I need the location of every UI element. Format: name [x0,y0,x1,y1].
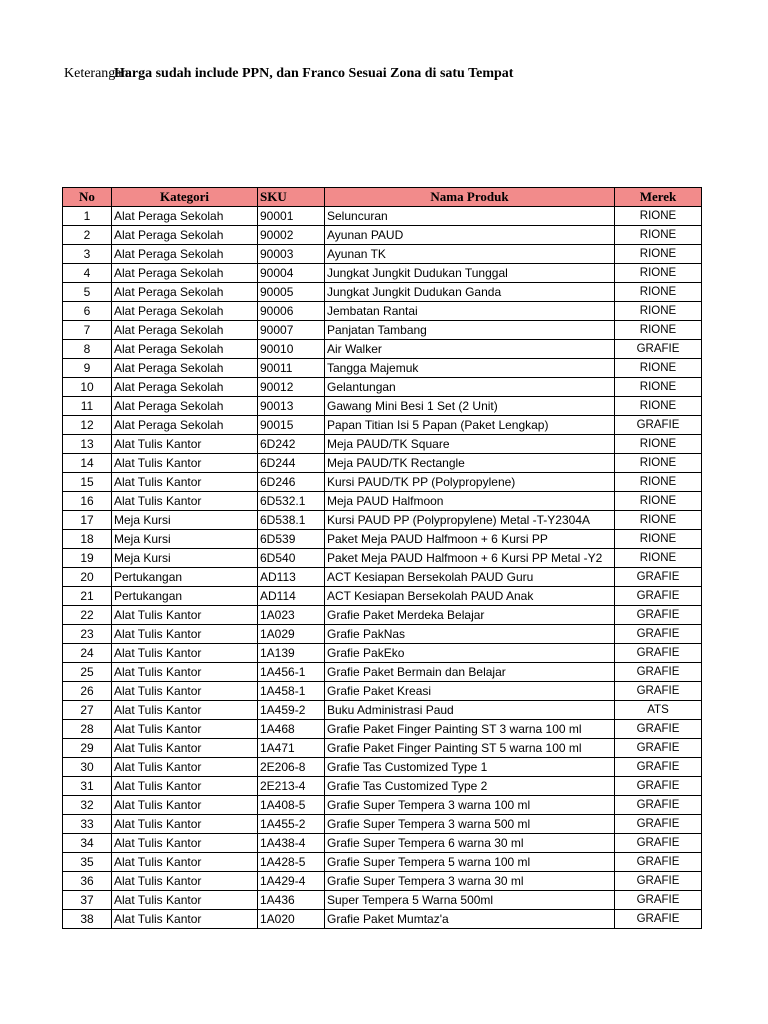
cell-sku: 6D538.1 [258,511,325,530]
cell-no: 12 [63,416,112,435]
cell-no: 14 [63,454,112,473]
cell-sku: 90010 [258,340,325,359]
cell-kategori: Alat Tulis Kantor [112,435,258,454]
cell-nama-produk: Grafie Paket Kreasi [325,682,615,701]
note-label: Keterangan [64,66,129,81]
cell-merek: GRAFIE [615,720,702,739]
cell-no: 10 [63,378,112,397]
cell-sku: 6D539 [258,530,325,549]
cell-nama-produk: ACT Kesiapan Bersekolah PAUD Anak [325,587,615,606]
cell-no: 18 [63,530,112,549]
cell-merek: GRAFIE [615,625,702,644]
cell-no: 11 [63,397,112,416]
cell-sku: 90004 [258,264,325,283]
cell-no: 38 [63,910,112,929]
table-header-row [63,188,702,207]
cell-sku: 90011 [258,359,325,378]
cell-sku: 90012 [258,378,325,397]
cell-nama-produk: Grafie Super Tempera 6 warna 30 ml [325,834,615,853]
cell-kategori: Alat Peraga Sekolah [112,302,258,321]
cell-sku: 6D532.1 [258,492,325,511]
table-row [63,530,702,549]
cell-no: 36 [63,872,112,891]
cell-nama-produk: Grafie Super Tempera 3 warna 100 ml [325,796,615,815]
table-row [63,625,702,644]
cell-nama-produk: Grafie Paket Merdeka Belajar [325,606,615,625]
header-no: No [63,188,112,207]
cell-no: 25 [63,663,112,682]
table-row [63,777,702,796]
table-row [63,321,702,340]
cell-nama-produk: ACT Kesiapan Bersekolah PAUD Guru [325,568,615,587]
cell-kategori: Alat Peraga Sekolah [112,359,258,378]
cell-no: 35 [63,853,112,872]
cell-kategori: Alat Peraga Sekolah [112,378,258,397]
header-sku: SKU [258,188,325,207]
cell-nama-produk: Grafie Tas Customized Type 1 [325,758,615,777]
cell-sku: 6D242 [258,435,325,454]
cell-sku: 1A468 [258,720,325,739]
cell-no: 31 [63,777,112,796]
cell-merek: GRAFIE [615,853,702,872]
cell-kategori: Alat Peraga Sekolah [112,321,258,340]
table-row [63,682,702,701]
cell-sku: 1A458-1 [258,682,325,701]
cell-merek: GRAFIE [615,834,702,853]
cell-kategori: Meja Kursi [112,549,258,568]
cell-no: 4 [63,264,112,283]
cell-sku: AD114 [258,587,325,606]
cell-kategori: Alat Peraga Sekolah [112,264,258,283]
cell-no: 17 [63,511,112,530]
table-row [63,910,702,929]
cell-merek: RIONE [615,435,702,454]
cell-merek: RIONE [615,492,702,511]
cell-nama-produk: Grafie Paket Finger Painting ST 3 warna 100 ml [325,720,615,739]
table-row [63,834,702,853]
cell-kategori: Alat Tulis Kantor [112,777,258,796]
cell-nama-produk: Meja PAUD/TK Rectangle [325,454,615,473]
cell-nama-produk: Grafie Super Tempera 3 warna 30 ml [325,872,615,891]
cell-no: 29 [63,739,112,758]
table-row [63,492,702,511]
cell-no: 1 [63,207,112,226]
cell-kategori: Alat Tulis Kantor [112,473,258,492]
cell-no: 5 [63,283,112,302]
cell-kategori: Meja Kursi [112,530,258,549]
cell-kategori: Alat Tulis Kantor [112,910,258,929]
cell-sku: 1A438-4 [258,834,325,853]
note-text: Harga sudah include PPN, dan Franco Sesuai Zona di satu Tempat [114,66,514,81]
cell-merek: GRAFIE [615,739,702,758]
cell-nama-produk: Super Tempera 5 Warna 500ml [325,891,615,910]
cell-nama-produk: Gelantungan [325,378,615,397]
cell-nama-produk: Meja PAUD/TK Square [325,435,615,454]
cell-no: 21 [63,587,112,606]
table-row [63,853,702,872]
table-row [63,796,702,815]
cell-merek: RIONE [615,207,702,226]
cell-nama-produk: Grafie Paket Mumtaz'a [325,910,615,929]
cell-merek: GRAFIE [615,796,702,815]
cell-kategori: Alat Tulis Kantor [112,606,258,625]
table-row [63,264,702,283]
table-row [63,416,702,435]
cell-nama-produk: Papan Titian Isi 5 Papan (Paket Lengkap) [325,416,615,435]
cell-merek: RIONE [615,283,702,302]
cell-merek: GRAFIE [615,340,702,359]
cell-merek: ATS [615,701,702,720]
cell-sku: 90007 [258,321,325,340]
cell-nama-produk: Jungkat Jungkit Dudukan Ganda [325,283,615,302]
header-nama-produk: Nama Produk [325,188,615,207]
cell-no: 3 [63,245,112,264]
cell-kategori: Alat Peraga Sekolah [112,397,258,416]
cell-kategori: Pertukangan [112,568,258,587]
cell-sku: 1A029 [258,625,325,644]
cell-no: 9 [63,359,112,378]
cell-sku: 6D540 [258,549,325,568]
cell-no: 22 [63,606,112,625]
cell-kategori: Alat Tulis Kantor [112,853,258,872]
table-row [63,701,702,720]
table-row [63,283,702,302]
cell-kategori: Alat Tulis Kantor [112,796,258,815]
cell-merek: GRAFIE [615,606,702,625]
cell-merek: GRAFIE [615,663,702,682]
cell-nama-produk: Jungkat Jungkit Dudukan Tunggal [325,264,615,283]
cell-merek: RIONE [615,245,702,264]
cell-sku: 6D246 [258,473,325,492]
table-row [63,397,702,416]
cell-nama-produk: Kursi PAUD/TK PP (Polypropylene) [325,473,615,492]
cell-no: 7 [63,321,112,340]
cell-merek: GRAFIE [615,587,702,606]
cell-kategori: Alat Tulis Kantor [112,815,258,834]
cell-kategori: Alat Peraga Sekolah [112,245,258,264]
cell-sku: 90002 [258,226,325,245]
cell-merek: GRAFIE [615,758,702,777]
cell-no: 33 [63,815,112,834]
table-row [63,378,702,397]
cell-sku: 1A139 [258,644,325,663]
cell-kategori: Alat Peraga Sekolah [112,283,258,302]
cell-sku: 1A428-5 [258,853,325,872]
table-row [63,473,702,492]
cell-no: 13 [63,435,112,454]
table-row [63,739,702,758]
cell-merek: GRAFIE [615,644,702,663]
cell-no: 20 [63,568,112,587]
cell-no: 15 [63,473,112,492]
cell-kategori: Alat Tulis Kantor [112,625,258,644]
cell-kategori: Alat Peraga Sekolah [112,340,258,359]
cell-nama-produk: Kursi PAUD PP (Polypropylene) Metal -T-Y2304A [325,511,615,530]
cell-kategori: Alat Tulis Kantor [112,739,258,758]
cell-merek: RIONE [615,302,702,321]
cell-kategori: Alat Tulis Kantor [112,758,258,777]
cell-nama-produk: Jembatan Rantai [325,302,615,321]
cell-sku: 90015 [258,416,325,435]
cell-sku: 6D244 [258,454,325,473]
cell-nama-produk: Grafie Super Tempera 5 warna 100 ml [325,853,615,872]
cell-merek: RIONE [615,264,702,283]
cell-sku: 2E213-4 [258,777,325,796]
cell-merek: RIONE [615,321,702,340]
table-row [63,606,702,625]
table-row [63,207,702,226]
cell-merek: RIONE [615,454,702,473]
cell-kategori: Alat Peraga Sekolah [112,226,258,245]
cell-kategori: Alat Tulis Kantor [112,701,258,720]
cell-kategori: Alat Tulis Kantor [112,720,258,739]
cell-merek: RIONE [615,530,702,549]
cell-no: 24 [63,644,112,663]
cell-merek: RIONE [615,378,702,397]
cell-no: 23 [63,625,112,644]
table-row [63,720,702,739]
cell-nama-produk: Air Walker [325,340,615,359]
table-row [63,511,702,530]
cell-sku: 90003 [258,245,325,264]
cell-nama-produk: Tangga Majemuk [325,359,615,378]
header-merek: Merek [615,188,702,207]
table-row [63,587,702,606]
cell-sku: AD113 [258,568,325,587]
cell-nama-produk: Grafie Tas Customized Type 2 [325,777,615,796]
table-row [63,663,702,682]
cell-sku: 1A429-4 [258,872,325,891]
cell-kategori: Alat Peraga Sekolah [112,207,258,226]
table-row [63,226,702,245]
table-row [63,644,702,663]
product-table [62,187,702,929]
table-row [63,549,702,568]
cell-nama-produk: Paket Meja PAUD Halfmoon + 6 Kursi PP [325,530,615,549]
cell-sku: 1A408-5 [258,796,325,815]
cell-sku: 1A471 [258,739,325,758]
cell-merek: GRAFIE [615,891,702,910]
cell-nama-produk: Grafie Paket Finger Painting ST 5 warna 100 ml [325,739,615,758]
cell-kategori: Alat Tulis Kantor [112,663,258,682]
cell-sku: 1A436 [258,891,325,910]
cell-no: 34 [63,834,112,853]
table-row [63,454,702,473]
cell-no: 19 [63,549,112,568]
table-row [63,568,702,587]
cell-no: 16 [63,492,112,511]
cell-kategori: Alat Tulis Kantor [112,682,258,701]
cell-kategori: Meja Kursi [112,511,258,530]
header-kategori: Kategori [112,188,258,207]
cell-nama-produk: Seluncuran [325,207,615,226]
cell-sku: 2E206-8 [258,758,325,777]
cell-sku: 1A456-1 [258,663,325,682]
cell-merek: RIONE [615,473,702,492]
table-row [63,302,702,321]
cell-sku: 1A455-2 [258,815,325,834]
table-row [63,245,702,264]
cell-no: 6 [63,302,112,321]
cell-merek: RIONE [615,397,702,416]
cell-nama-produk: Grafie PakNas [325,625,615,644]
cell-no: 2 [63,226,112,245]
cell-kategori: Alat Tulis Kantor [112,454,258,473]
cell-kategori: Alat Tulis Kantor [112,891,258,910]
cell-merek: RIONE [615,511,702,530]
table-row [63,872,702,891]
cell-no: 8 [63,340,112,359]
cell-sku: 90013 [258,397,325,416]
cell-nama-produk: Ayunan TK [325,245,615,264]
cell-no: 28 [63,720,112,739]
cell-nama-produk: Ayunan PAUD [325,226,615,245]
cell-no: 32 [63,796,112,815]
cell-merek: GRAFIE [615,682,702,701]
cell-nama-produk: Grafie Paket Bermain dan Belajar [325,663,615,682]
cell-no: 30 [63,758,112,777]
table-row [63,359,702,378]
cell-no: 37 [63,891,112,910]
cell-nama-produk: Meja PAUD Halfmoon [325,492,615,511]
cell-kategori: Alat Tulis Kantor [112,644,258,663]
cell-nama-produk: Grafie PakEko [325,644,615,663]
cell-merek: GRAFIE [615,777,702,796]
cell-merek: GRAFIE [615,815,702,834]
cell-sku: 1A023 [258,606,325,625]
cell-no: 26 [63,682,112,701]
cell-kategori: Alat Tulis Kantor [112,872,258,891]
table-row [63,891,702,910]
price-note [64,66,513,82]
cell-kategori: Alat Tulis Kantor [112,492,258,511]
cell-kategori: Alat Tulis Kantor [112,834,258,853]
cell-nama-produk: Grafie Super Tempera 3 warna 500 ml [325,815,615,834]
table-row [63,758,702,777]
cell-merek: GRAFIE [615,568,702,587]
cell-nama-produk: Gawang Mini Besi 1 Set (2 Unit) [325,397,615,416]
table-row [63,435,702,454]
cell-sku: 90001 [258,207,325,226]
cell-merek: GRAFIE [615,872,702,891]
cell-merek: RIONE [615,549,702,568]
cell-nama-produk: Panjatan Tambang [325,321,615,340]
cell-no: 27 [63,701,112,720]
cell-nama-produk: Buku Administrasi Paud [325,701,615,720]
cell-kategori: Alat Peraga Sekolah [112,416,258,435]
cell-sku: 90005 [258,283,325,302]
cell-nama-produk: Paket Meja PAUD Halfmoon + 6 Kursi PP Metal -Y2 [325,549,615,568]
cell-merek: GRAFIE [615,416,702,435]
cell-sku: 90006 [258,302,325,321]
cell-merek: RIONE [615,226,702,245]
cell-sku: 1A459-2 [258,701,325,720]
cell-merek: RIONE [615,359,702,378]
cell-kategori: Pertukangan [112,587,258,606]
table-row [63,340,702,359]
cell-merek: GRAFIE [615,910,702,929]
cell-sku: 1A020 [258,910,325,929]
table-row [63,815,702,834]
